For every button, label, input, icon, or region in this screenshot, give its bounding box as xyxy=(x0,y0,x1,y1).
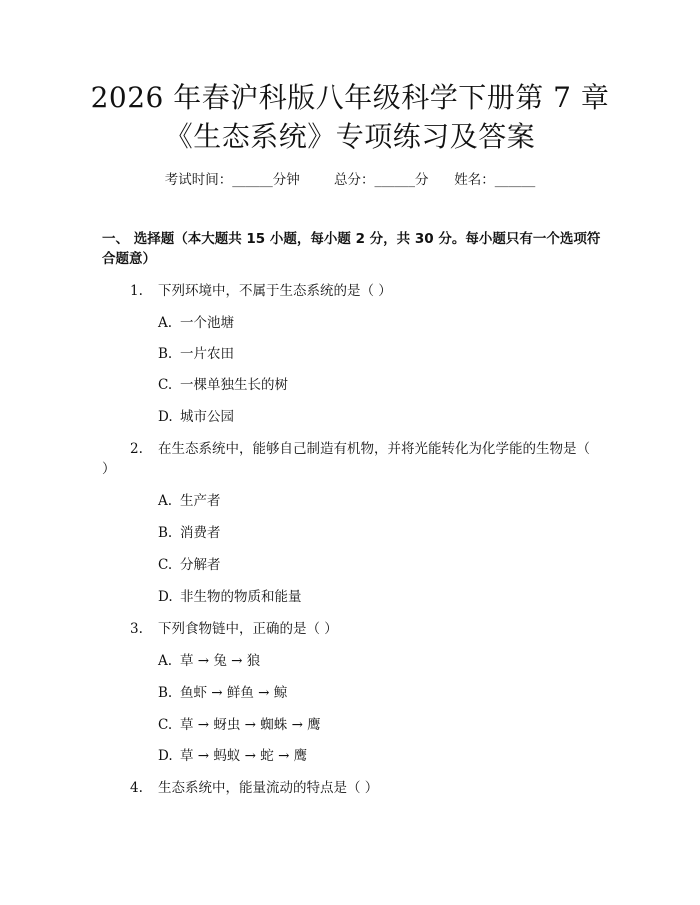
exam-time-blank: ______ xyxy=(232,172,273,188)
question-3-option-d xyxy=(158,746,307,766)
question-text: 在生态系统中，能够自己制造有机物，并将光能转化为化学能的生物是（ ） xyxy=(102,441,590,477)
question-1-option-a xyxy=(158,313,234,333)
exam-time-label: 考试时间： xyxy=(164,172,233,188)
question-text: 下列环境中，不属于生态系统的是（ ） xyxy=(158,283,392,299)
option-letter: C. xyxy=(158,377,173,393)
option-text: 非生物的物质和能量 xyxy=(180,589,302,605)
question-2-option-b xyxy=(158,523,221,543)
question-1 xyxy=(102,281,600,301)
option-text: 消费者 xyxy=(180,525,221,541)
question-2-option-c xyxy=(158,555,221,575)
total-score-blank: ______ xyxy=(374,172,416,188)
student-name-label: 姓名： xyxy=(454,172,495,188)
option-letter: D. xyxy=(158,589,173,605)
option-text: 生产者 xyxy=(180,493,221,509)
option-text: 鱼虾 → 鲜鱼 → 鲸 xyxy=(180,685,288,701)
question-text: 下列食物链中，正确的是（ ） xyxy=(158,621,338,637)
option-letter: C. xyxy=(158,717,173,733)
option-text: 分解者 xyxy=(180,557,221,573)
total-score-label: 总分： xyxy=(334,172,375,188)
option-text: 一棵单独生长的树 xyxy=(180,377,288,393)
question-3 xyxy=(102,619,600,639)
option-text: 一片农田 xyxy=(180,346,234,362)
question-2-option-d xyxy=(158,587,302,607)
question-3-option-b xyxy=(158,683,287,703)
question-2 xyxy=(102,439,600,479)
section-heading: 一、 选择题（本大题共 15 小题，每小题 2 分，共 30 分。每小题只有一个选项符合题意） xyxy=(102,231,601,267)
option-letter: B. xyxy=(158,346,173,362)
option-text: 城市公园 xyxy=(180,409,234,425)
question-number: 1. xyxy=(130,283,143,299)
option-letter: B. xyxy=(158,525,173,541)
student-name-blank: ______ xyxy=(494,172,536,188)
question-1-option-d xyxy=(158,407,234,427)
question-4 xyxy=(102,778,600,798)
total-score-unit: 分 xyxy=(415,172,429,188)
option-letter: D. xyxy=(158,409,173,425)
question-3-option-c xyxy=(158,715,321,735)
question-1-option-c xyxy=(158,375,288,395)
exam-info-line xyxy=(0,168,700,188)
question-number: 3. xyxy=(130,621,143,637)
option-letter: A. xyxy=(158,493,173,509)
option-letter: A. xyxy=(158,315,173,331)
question-number: 4. xyxy=(130,780,143,796)
option-text: 草 → 蚜虫 → 蜘蛛 → 鹰 xyxy=(180,717,321,733)
question-2-option-a xyxy=(158,491,221,511)
question-1-option-b xyxy=(158,344,234,364)
question-3-option-a xyxy=(158,651,260,671)
option-letter: A. xyxy=(158,653,173,669)
option-letter: B. xyxy=(158,685,173,701)
exam-time-unit: 分钟 xyxy=(272,172,300,188)
option-letter: D. xyxy=(158,748,173,764)
document-title: 2026 年春沪科版八年级科学下册第 7 章《生态系统》专项练习及答案 xyxy=(90,81,610,153)
option-text: 草 → 蚂蚁 → 蛇 → 鹰 xyxy=(180,748,308,764)
question-number: 2. xyxy=(130,441,143,457)
option-text: 草 → 兔 → 狼 xyxy=(180,653,261,669)
option-letter: C. xyxy=(158,557,173,573)
question-text: 生态系统中，能量流动的特点是（ ） xyxy=(158,780,379,796)
option-text: 一个池塘 xyxy=(180,315,234,331)
